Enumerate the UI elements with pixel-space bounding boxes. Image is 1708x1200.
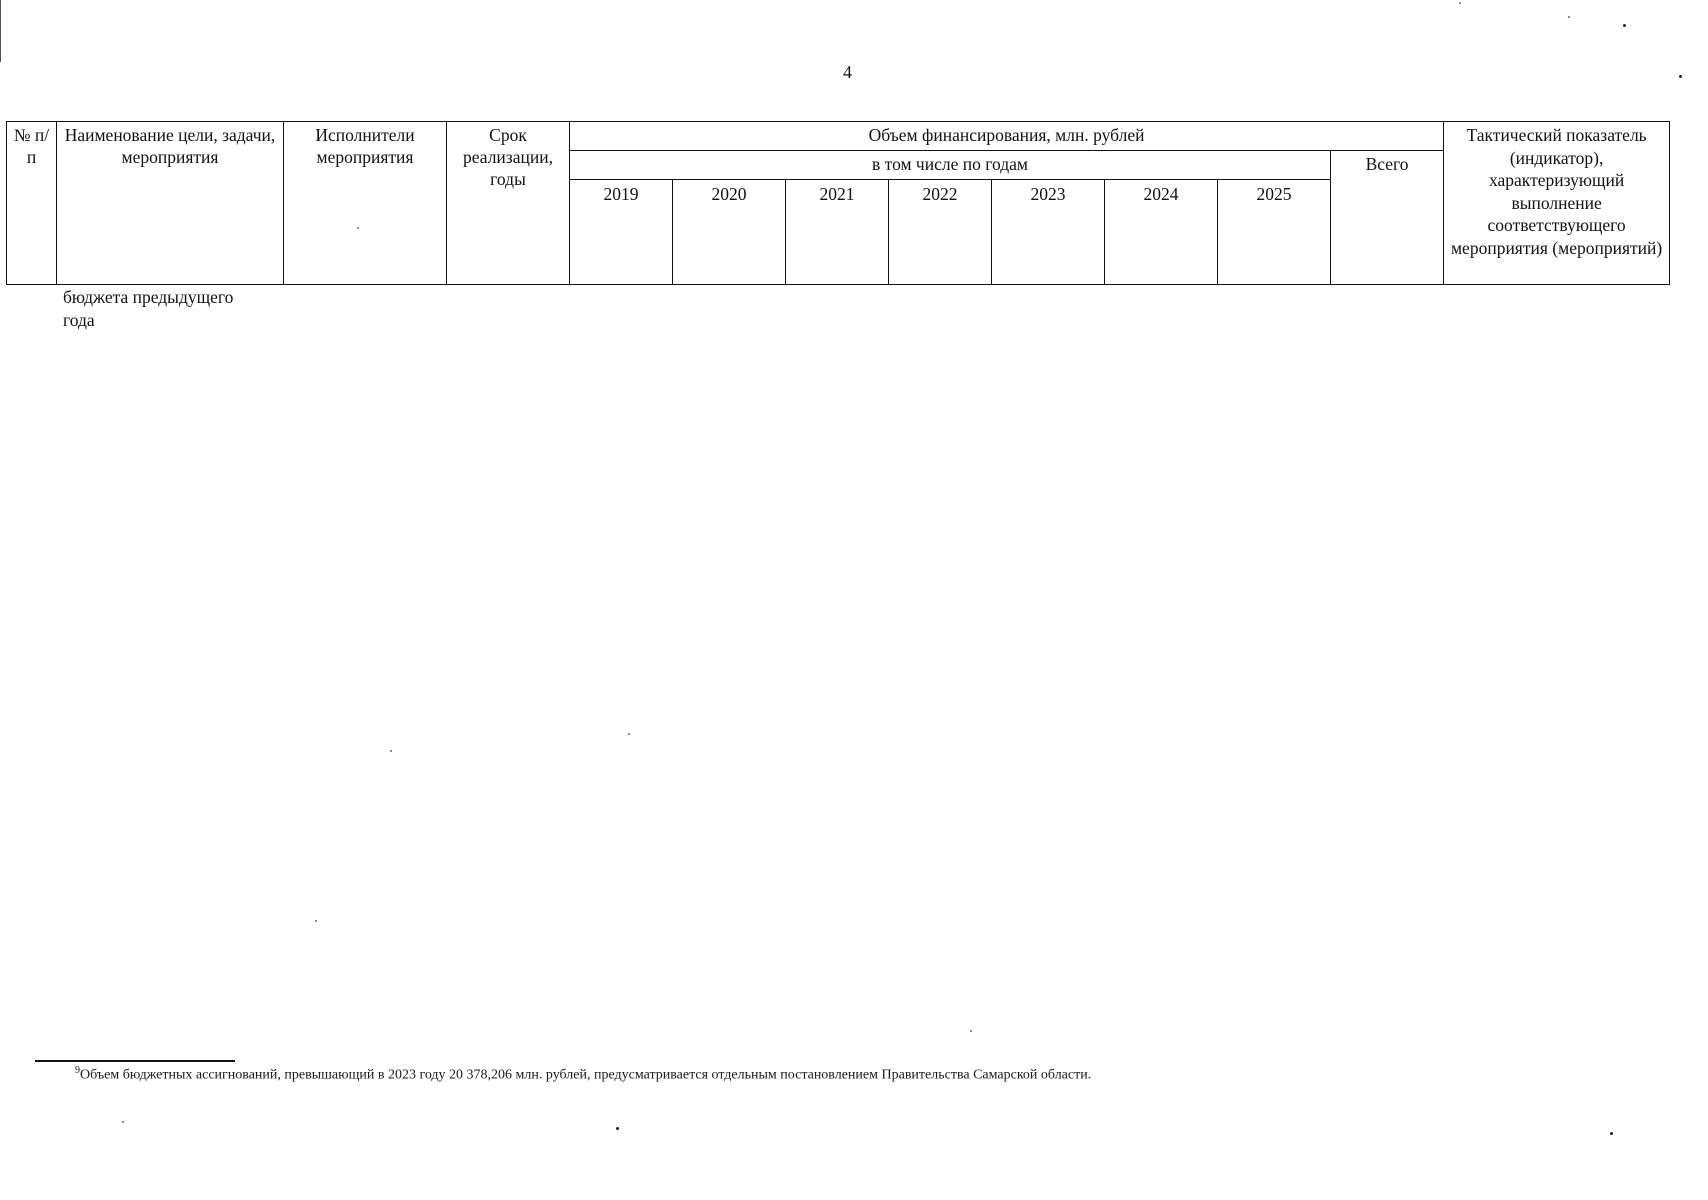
carryover-line-2: года (63, 310, 95, 330)
scan-speck (1610, 1132, 1613, 1135)
scan-speck (1679, 75, 1682, 78)
footnote-text: Объем бюджетных ассигнований, превышающий в 2023 году 20 378,206 млн. рублей, предусматривается отдельным постановлением Правительства Самарской области. (80, 1067, 1092, 1083)
scan-speck (616, 1127, 619, 1130)
scan-speck (970, 1030, 972, 1032)
scan-speck (390, 750, 392, 752)
scan-edge-line (0, 0, 1, 62)
column-name-header: Наименование цели, задачи, мероприятия (57, 122, 284, 285)
year-header-2024: 2024 (1105, 180, 1218, 285)
column-executors-header: Исполнители мероприятия (284, 122, 447, 285)
year-header-2020: 2020 (673, 180, 786, 285)
scan-speck (628, 733, 630, 735)
year-header-2025: 2025 (1218, 180, 1331, 285)
column-indicator-header: Тактический показатель (индикатор), характеризующий выполнение соответствующего мероприятия (мероприятий) (1444, 122, 1670, 285)
year-header-2022: 2022 (889, 180, 992, 285)
scan-speck (1459, 2, 1461, 4)
year-header-2021: 2021 (786, 180, 889, 285)
column-total-header: Всего (1331, 151, 1444, 285)
year-header-2019: 2019 (570, 180, 673, 285)
column-by-years-header: в том числе по годам (570, 151, 1331, 180)
scan-speck (1623, 24, 1626, 27)
scan-speck (315, 920, 317, 922)
footnote-marker: 9 (75, 1065, 80, 1076)
year-header-2023: 2023 (992, 180, 1105, 285)
column-term-header: Срок реализации, годы (447, 122, 570, 285)
column-number-header: № п/п (7, 122, 57, 285)
scan-speck (122, 1121, 124, 1123)
scan-speck (1568, 16, 1570, 18)
column-funding-header: Объем финансирования, млн. рублей (570, 122, 1444, 151)
page-number: 4 (843, 62, 852, 82)
financing-table-header (6, 121, 1670, 285)
scan-speck (357, 227, 359, 229)
carryover-text (63, 286, 279, 332)
footnote (75, 1062, 1595, 1085)
carryover-line-1: бюджета предыдущего (63, 287, 234, 307)
